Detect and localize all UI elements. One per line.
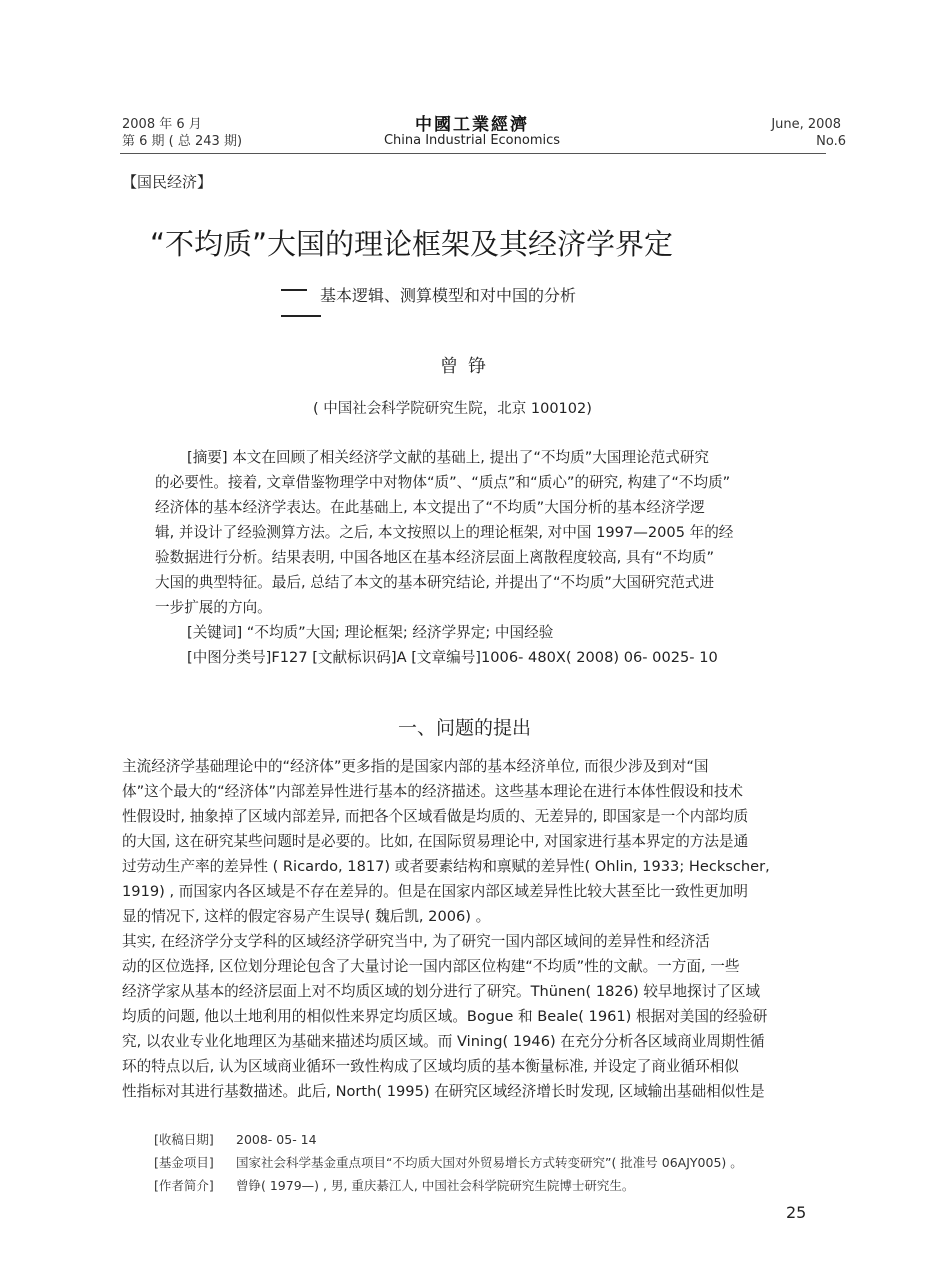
- header-rule: [120, 153, 826, 154]
- subtitle-dash: [281, 289, 307, 291]
- header-date-cn: 2008 年 6 月: [122, 117, 202, 132]
- body-line: 性假设时, 抽象掉了区域内部差异, 而把各个区域看做是均质的、无差异的, 即国家是一个内部均质: [122, 808, 749, 825]
- footnote-received: [154, 1128, 743, 1151]
- article-title: “不均质”大国的理论框架及其经济学界定: [150, 227, 674, 261]
- footnote-label: [基金项目]: [154, 1155, 214, 1170]
- body-line: 过劳动生产率的差异性 ( Ricardo, 1817) 或者要素结构和禀赋的差异性( Ohlin, 1933; Heckscher,: [122, 858, 770, 875]
- abstract-line: 大国的典型特征。最后, 总结了本文的基本研究结论, 并提出了“不均质”大国研究范式进: [155, 574, 715, 591]
- body-line: 动的区位选择, 区位划分理论包含了大量讨论一国内部区位构建“不均质”性的文献。一方面, 一些: [122, 958, 740, 975]
- abstract-line: 辑, 并设计了经验测算方法。之后, 本文按照以上的理论框架, 对中国 1997—2005 年的经: [155, 524, 734, 541]
- body-line: 经济学家从基本的经济层面上对不均质区域的划分进行了研究。Thünen( 1826) 较早地探讨了区域: [122, 983, 761, 1000]
- journal-logo-cn: 中國工業經濟: [415, 115, 529, 135]
- page-number: 25: [786, 1203, 807, 1222]
- body-text: [122, 754, 770, 1104]
- abstract: [155, 445, 733, 670]
- body-line: 性指标对其进行基数描述。此后, North( 1995) 在研究区域经济增长时发现, 区域输出基础相似性是: [122, 1083, 765, 1100]
- footnote-value: 曾铮( 1979—) , 男, 重庆綦江人, 中国社会科学院研究生院博士研究生。: [236, 1178, 635, 1193]
- classification-codes: [中图分类号]F127 [文献标识码]A [文章编号]1006- 480X( 2008) 06- 0025- 10: [187, 649, 718, 666]
- keywords: [关键词] “不均质”大国; 理论框架; 经济学界定; 中国经验: [187, 624, 554, 641]
- body-line: 主流经济学基础理论中的“经济体”更多指的是国家内部的基本经济单位, 而很少涉及到对“国: [122, 758, 709, 775]
- header-issue-en: No.6: [816, 134, 846, 149]
- footnotes: [154, 1128, 743, 1197]
- header-date-en: June, 2008: [771, 117, 841, 132]
- body-line: 究, 以农业专业化地理区为基础来描述均质区域。而 Vining( 1946) 在充分分析各区域商业周期性循: [122, 1033, 765, 1050]
- body-line: 环的特点以后, 认为区域商业循环一致性构成了区域均质的基本衡量标准, 并设定了商业循环相似: [122, 1058, 739, 1075]
- body-line: 均质的问题, 他以土地利用的相似性来界定均质区域。Bogue 和 Beale( 1961) 根据对美国的经验研: [122, 1008, 768, 1025]
- footnote-label: [收稿日期]: [154, 1132, 214, 1147]
- footnote-label: [作者简介]: [154, 1178, 214, 1193]
- abstract-line: [摘要] 本文在回顾了相关经济学文献的基础上, 提出了“不均质”大国理论范式研究: [187, 449, 710, 466]
- journal-name-en: China Industrial Economics: [383, 133, 561, 148]
- body-line: 其实, 在经济学分支学科的区域经济学研究当中, 为了研究一国内部区域间的差异性和经济活: [122, 933, 710, 950]
- section-heading: 一、问题的提出: [398, 717, 532, 739]
- header-issue-cn: 第 6 期 ( 总 243 期): [122, 134, 243, 149]
- body-line: 的大国, 这在研究某些问题时是必要的。比如, 在国际贸易理论中, 对国家进行基本界定的方法是通: [122, 833, 749, 850]
- footnote-author: [154, 1174, 743, 1197]
- article-subtitle: 基本逻辑、测算模型和对中国的分析: [320, 286, 577, 305]
- author-name: 曾铮: [440, 356, 496, 377]
- abstract-line: 一步扩展的方向。: [155, 599, 272, 616]
- subtitle-dash-lower: [281, 315, 321, 317]
- footnote-value: 国家社会科学基金重点项目“不均质大国对外贸易增长方式转变研究”( 批准号 06AJY005) 。: [236, 1155, 743, 1170]
- abstract-line: 经济体的基本经济学表达。在此基础上, 本文提出了“不均质”大国分析的基本经济学逻: [155, 499, 705, 516]
- footnote-fund: [154, 1151, 743, 1174]
- body-line: 体”这个最大的“经济体”内部差异性进行基本的经济描述。这些基本理论在进行本体性假设和技术: [122, 783, 744, 800]
- author-affiliation: ( 中国社会科学院研究生院，北京 100102): [313, 401, 592, 417]
- abstract-line: 验数据进行分析。结果表明, 中国各地区在基本经济层面上离散程度较高, 具有“不均质”: [155, 549, 715, 566]
- abstract-line: 的必要性。接着, 文章借鉴物理学中对物体“质”、“质点”和“质心”的研究, 构建了“不均质”: [155, 474, 731, 491]
- body-line: 显的情况下, 这样的假定容易产生误导( 魏后凯, 2006) 。: [122, 908, 491, 925]
- body-line: 1919) , 而国家内各区域是不存在差异的。但是在国家内部区域差异性比较大甚至比一致性更加明: [122, 883, 748, 900]
- column-label: 【国民经济】: [122, 173, 213, 191]
- footnote-value: 2008- 05- 14: [236, 1132, 317, 1147]
